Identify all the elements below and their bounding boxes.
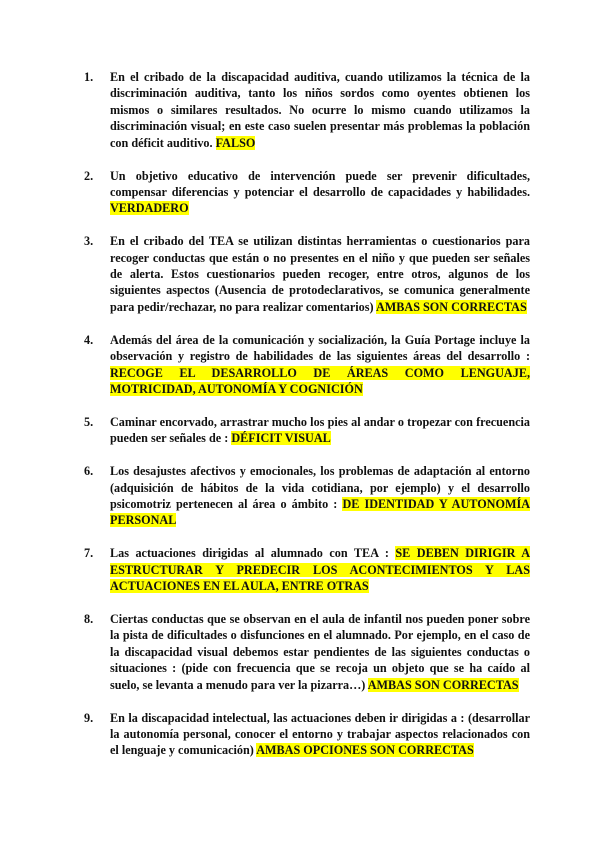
answer-highlight: VERDADERO: [110, 201, 189, 216]
question-number: 6.: [84, 464, 94, 479]
question-item: [84, 233, 530, 315]
answer-highlight: AMBAS SON CORRECTAS: [375, 299, 527, 314]
question-number: 7.: [84, 546, 94, 561]
question-list: [84, 69, 530, 775]
answer-highlight: FALSO: [215, 135, 256, 150]
question-number: 3.: [84, 234, 94, 249]
question-number: 5.: [84, 414, 94, 429]
question-item: [84, 414, 530, 447]
question-text: En la discapacidad intelectual, las actuaciones deben ir dirigidas a : (desarrollar la autonomía personal, conocer el entorno y trabajar aspectos relacionados con el lenguaje y comunicación): [110, 710, 530, 758]
question-item: [84, 168, 530, 217]
answer-highlight: SE DEBEN DIRIGIR A ESTRUCTURAR Y PREDECIR LOS ACONTECIMIENTOS Y LAS ACTUACIONES EN EL AULA, ENTRE OTRAS: [110, 546, 530, 594]
answer-highlight: RECOGE EL DESARROLLO DE ÁREAS COMO LENGUAJE, MOTRICIDAD, AUTONOMÍA Y COGNICIÓN: [110, 365, 530, 396]
question-text: Los desajustes afectivos y emocionales, los problemas de adaptación al entorno (adquisición de hábitos de la vida cotidiana, por ejemplo) y el desarrollo psicomotriz pertenecen al área o ámbito :: [110, 464, 530, 512]
question-number: 8.: [84, 612, 94, 627]
question-item: [84, 69, 530, 151]
question-text: Un objetivo educativo de intervención puede ser prevenir dificultades, compensar diferencias y potenciar el desarrollo de capacidades y habilidades.: [110, 168, 530, 199]
question-text: En el cribado de la discapacidad auditiva, cuando utilizamos la técnica de la discriminación auditiva, tanto los niños sordos como oyentes obtienen los mismos o similares resultados. No ocurre lo mismo cuando utilizamos la discriminación visual; en este caso suelen presentar más problemas la población con déficit auditivo.: [110, 70, 530, 150]
answer-highlight: AMBAS SON CORRECTAS: [367, 677, 519, 692]
question-number: 2.: [84, 168, 94, 183]
question-item: [84, 545, 530, 594]
question-item: [84, 463, 530, 529]
answer-highlight: DÉFICIT VISUAL: [231, 431, 331, 446]
question-item: [84, 710, 530, 759]
question-item: [84, 611, 530, 693]
question-item: [84, 332, 530, 398]
answer-highlight: AMBAS OPCIONES SON CORRECTAS: [256, 743, 474, 758]
question-number: 4.: [84, 332, 94, 347]
question-text: Las actuaciones dirigidas al alumnado con TEA :: [110, 546, 396, 561]
answer-highlight: DE IDENTIDAD Y AUTONOMÍA PERSONAL: [110, 497, 530, 528]
question-text: En el cribado del TEA se utilizan distintas herramientas o cuestionarios para recoger conductas que están o no presentes en el niño y que pueden ser señales de alerta. Estos cuestionarios pueden recoger, entre otros, algunos de los siguientes aspectos (Ausencia de protodeclarativos, se comunica generalmente para pedir/rechazar, no para realizar comentarios): [110, 234, 530, 314]
question-number: 9.: [84, 710, 94, 725]
question-text: Ciertas conductas que se observan en el aula de infantil nos pueden poner sobre la pista de dificultades o disfunciones en el alumnado. Por ejemplo, en el caso de la discapacidad visual debemos estar pendientes de las siguientes conductas o situaciones : (pide con frecuencia que se recoja un objeto que se ha caído al suelo, se levanta a menudo para ver la pizarra…): [110, 612, 530, 692]
question-text: Además del área de la comunicación y socialización, la Guía Portage incluye la observación y registro de habilidades de las siguientes áreas del desarrollo :: [110, 332, 530, 364]
question-number: 1.: [84, 70, 94, 84]
question-text: Caminar encorvado, arrastrar mucho los pies al andar o tropezar con frecuencia pueden ser señales de :: [110, 414, 530, 446]
